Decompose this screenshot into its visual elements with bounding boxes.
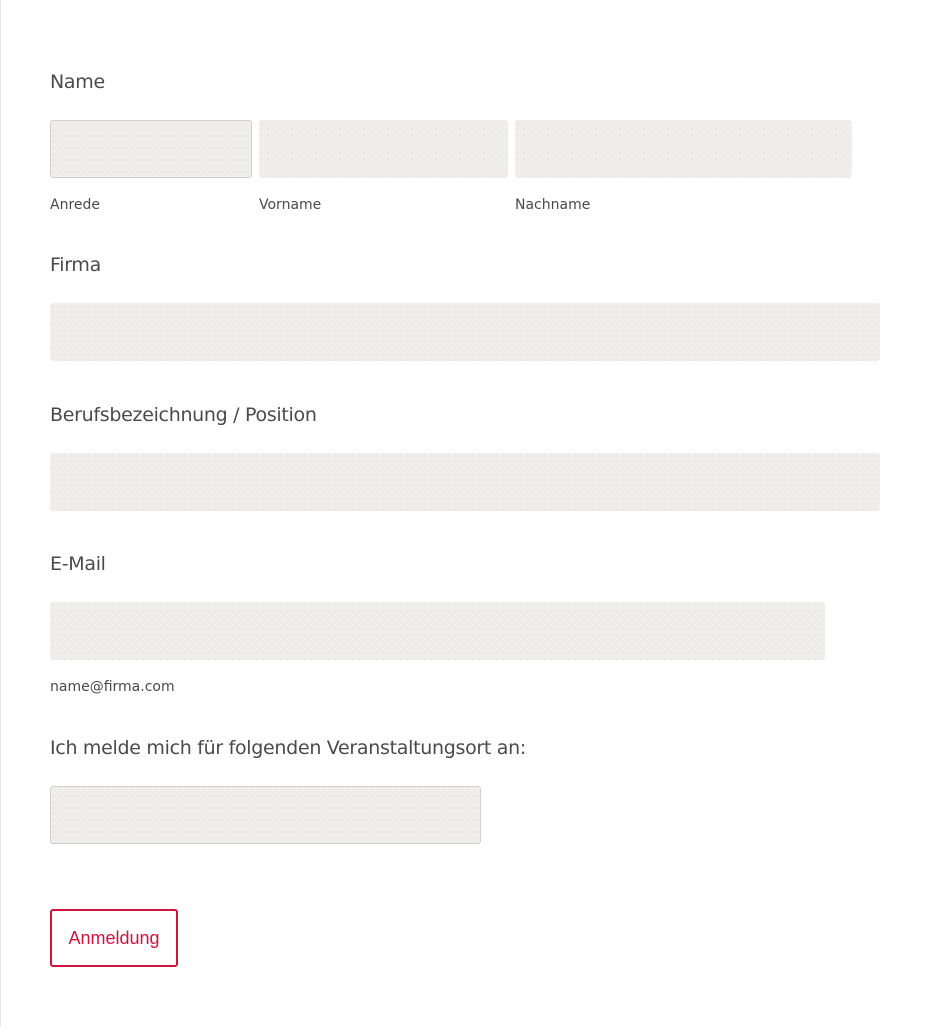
- salutation-field[interactable]: [50, 120, 252, 178]
- submit-button[interactable]: Anmeldung: [50, 909, 178, 967]
- first-name-field[interactable]: [259, 120, 508, 178]
- email-hint: name@firma.com: [50, 679, 175, 695]
- page-left-border: [0, 0, 1, 1027]
- company-label: Firma: [50, 254, 101, 276]
- last-name-field[interactable]: [515, 120, 852, 178]
- name-label: Name: [50, 71, 105, 93]
- salutation-sublabel: Anrede: [50, 197, 101, 213]
- email-label: E-Mail: [50, 553, 106, 575]
- first-name-sublabel: Vorname: [259, 197, 322, 213]
- last-name-sublabel: Nachname: [515, 197, 591, 213]
- venue-label: Ich melde mich für folgenden Veranstaltungsort an:: [50, 737, 526, 759]
- company-field[interactable]: [50, 303, 880, 361]
- position-label: Berufsbezeichnung / Position: [50, 404, 317, 426]
- email-field[interactable]: [50, 602, 825, 660]
- venue-select[interactable]: [50, 786, 481, 844]
- position-field[interactable]: [50, 453, 880, 511]
